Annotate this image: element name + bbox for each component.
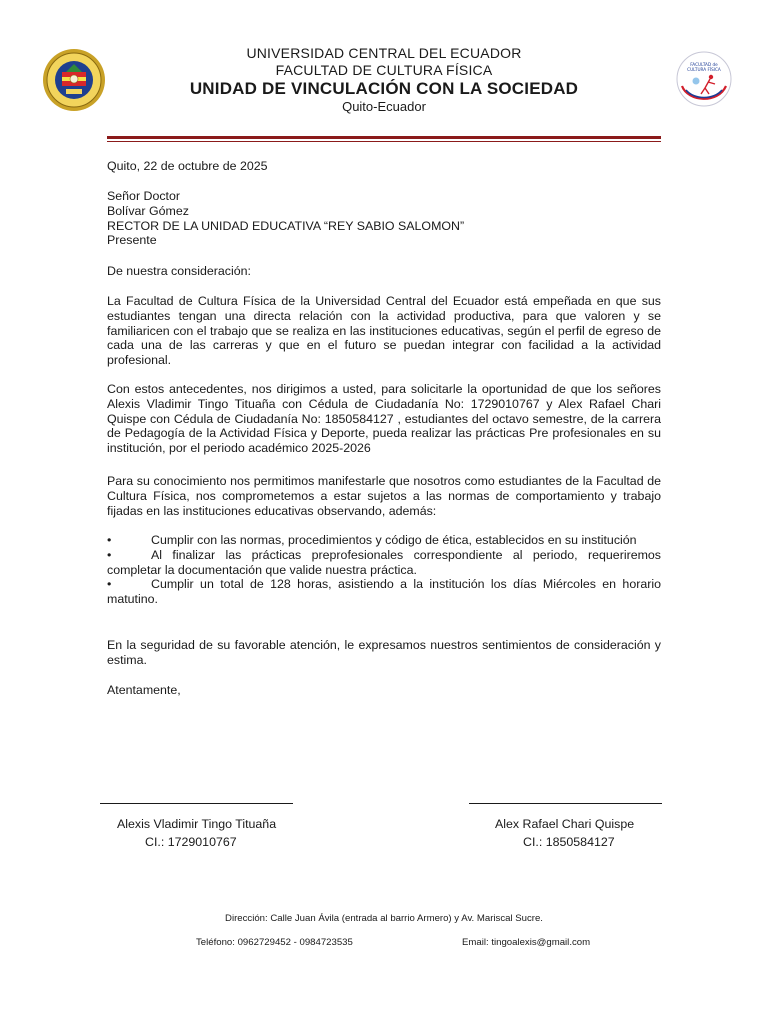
recipient-salutation: Señor Doctor bbox=[107, 189, 181, 203]
svg-text:CULTURA FÍSICA: CULTURA FÍSICA bbox=[687, 67, 721, 72]
signature-line-left bbox=[100, 803, 293, 804]
svg-text:FACULTAD de: FACULTAD de bbox=[690, 62, 718, 67]
paragraph-1: La Facultad de Cultura Física de la Universidad Central del Ecuador está empeñada en que sus estudiantes tengan una directa relación con la actividad productiva, para que valoren y se familiaricen con el trabajo que se realiza en las instituciones educativas, según el perfil de egreso de cada una de las carreras y que en el futuro se puedan integrar con facilidad a la actividad profesional. bbox=[107, 294, 661, 368]
header-divider-thin bbox=[107, 141, 661, 142]
list-item bbox=[107, 533, 661, 548]
recipient-title: RECTOR DE LA UNIDAD EDUCATIVA “REY SABIO SALOMON” bbox=[107, 218, 465, 233]
bullet-text: Al finalizar las prácticas preprofesionales correspondiente al periodo, requeriremos bbox=[151, 547, 661, 562]
signer-id-left: CI.: 1729010767 bbox=[145, 835, 237, 849]
bullet-marker: • bbox=[107, 547, 112, 562]
university-seal-icon bbox=[42, 48, 106, 112]
faculty-logo-icon bbox=[674, 50, 734, 108]
paragraph-2: Con estos antecedentes, nos dirigimos a usted, para solicitarle la oportunidad de que los señores Alexis Vladimir Tingo Tituaña con Cédula de Ciudadanía No: 1729010767 y Alex Rafael Chari Quispe con Cédula de Ciudadanía No: 1850584127 , estudiantes del octavo semestre, de la carrera de Pedagogía de la Actividad Física y Deporte, pueda realizar las prácticas Pre profesionales en su institución, por el periodo académico 2025-2026 bbox=[107, 382, 661, 456]
bullet-text: Cumplir un total de 128 horas, asistiendo a la institución los días Miércoles en horario bbox=[151, 577, 661, 592]
unit-title: UNIDAD DE VINCULACIÓN CON LA SOCIEDAD bbox=[189, 79, 579, 98]
faculty-name: FACULTAD DE CULTURA FÍSICA bbox=[275, 62, 493, 78]
bullet-continuation: matutino. bbox=[107, 592, 158, 607]
signature-line-right bbox=[469, 803, 662, 804]
signer-name-right: Alex Rafael Chari Quispe bbox=[495, 817, 635, 831]
commitment-list bbox=[107, 533, 661, 607]
footer-address: Dirección: Calle Juan Ávila (entrada al barrio Armero) y Av. Mariscal Sucre. bbox=[225, 913, 543, 924]
list-item bbox=[107, 548, 661, 578]
paragraph-4: En la seguridad de su favorable atención, le expresamos nuestros sentimientos de consideración y estima. bbox=[107, 638, 661, 667]
bullet-marker: • bbox=[107, 533, 112, 547]
signer-id-right: CI.: 1850584127 bbox=[523, 835, 615, 849]
recipient-presente: Presente bbox=[107, 233, 157, 248]
greeting: De nuestra consideración: bbox=[107, 264, 251, 278]
recipient-block bbox=[107, 189, 661, 248]
closing: Atentamente, bbox=[107, 683, 181, 697]
list-item bbox=[107, 577, 661, 607]
bullet-marker: • bbox=[107, 577, 112, 592]
city-label: Quito-Ecuador bbox=[342, 99, 426, 114]
footer-email: Email: tingoalexis@gmail.com bbox=[462, 937, 591, 948]
header-divider-thick bbox=[107, 136, 661, 139]
bullet-continuation: completar la documentación que valide nuestra práctica. bbox=[107, 562, 417, 577]
signer-name-left: Alexis Vladimir Tingo Tituaña bbox=[117, 817, 277, 831]
bullet-text: Cumplir con las normas, procedimientos y código de ética, establecidos en su institución bbox=[151, 533, 637, 547]
recipient-name: Bolívar Gómez bbox=[107, 203, 189, 218]
letter-date: Quito, 22 de octubre de 2025 bbox=[107, 159, 268, 173]
university-name: UNIVERSIDAD CENTRAL DEL ECUADOR bbox=[246, 45, 522, 61]
paragraph-3: Para su conocimiento nos permitimos manifestarle que nosotros como estudiantes de la Facultad de Cultura Física, nos comprometemos a estar sujetos a las normas de comportamiento y trabajo fijadas en las instituciones educativas observando, además: bbox=[107, 474, 661, 518]
footer-phone: Teléfono: 0962729452 - 0984723535 bbox=[196, 937, 353, 948]
